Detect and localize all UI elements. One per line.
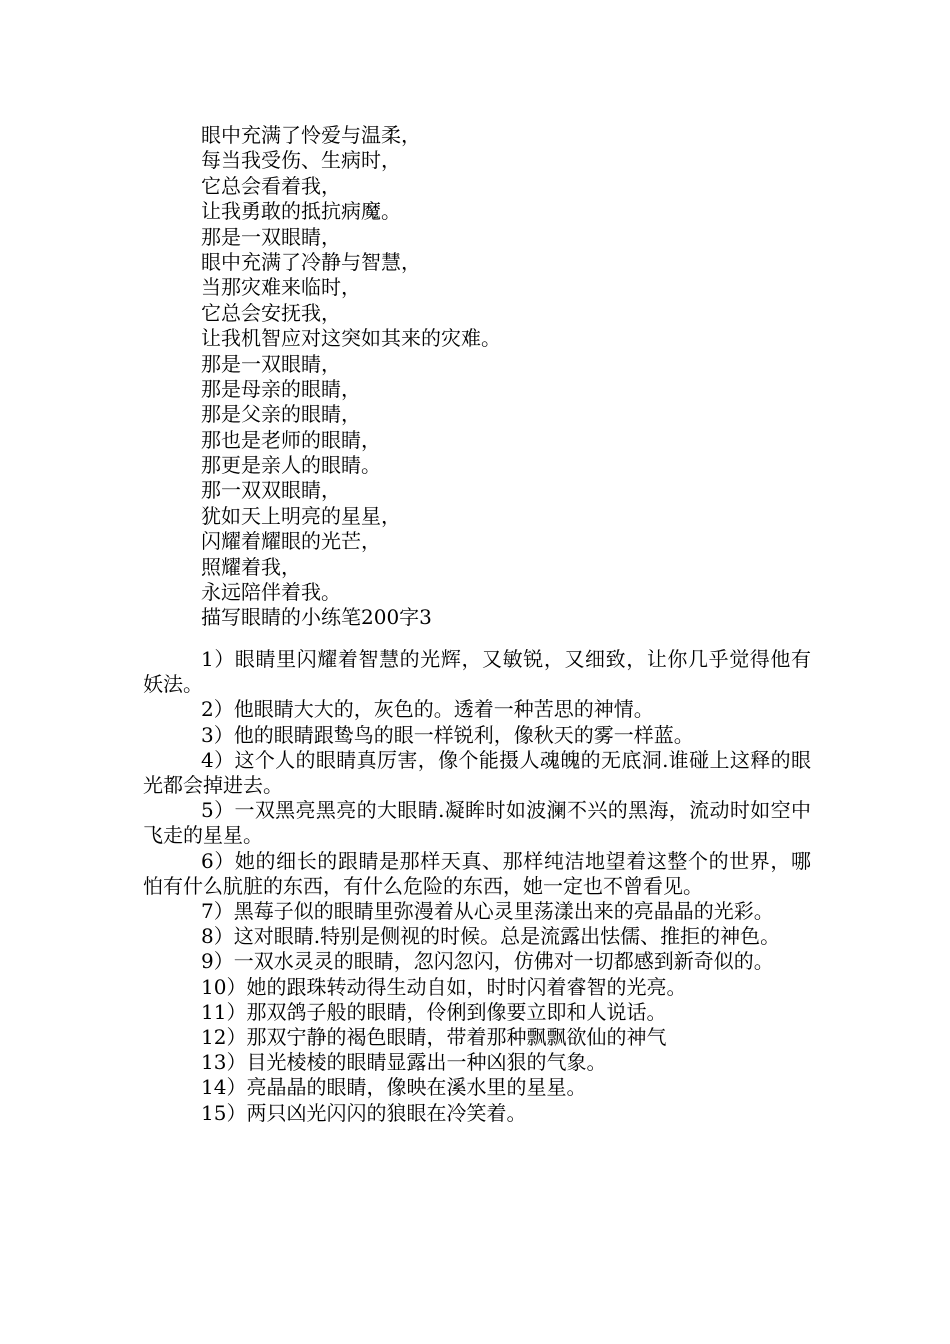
list-item: 3）他的眼睛跟鸷鸟的眼一样锐利，像秋天的雾一样蓝。 [201,722,694,747]
list-item: 4）这个人的眼睛真厉害，像个能摄人魂魄的无底洞.谁碰上这释的眼光都会掉进去。 [143,747,811,798]
poem-line: 那一双双眼睛， [201,478,341,503]
poem-line: 让我勇敢的抵抗病魔。 [201,199,401,224]
poem-line: 犹如天上明亮的星星， [201,503,401,528]
poem-line: 那更是亲人的眼睛。 [201,453,381,478]
list-item: 12）那双宁静的褐色眼睛，带着那种飘飘欲仙的神气 [201,1025,667,1050]
poem-line: 当那灾难来临时， [201,275,361,300]
list-item: 15）两只凶光闪闪的狼眼在冷笑着。 [201,1100,527,1125]
list-item: 6）她的细长的跟睛是那样天真、那样纯洁地望着这整个的世界，哪怕有什么肮脏的东西，有什么危险的东西，她一定也不曾看见。 [143,848,811,898]
poem-line: 它总会看着我， [201,173,341,198]
poem-line: 永远陪伴着我。 [201,580,341,605]
poem-line: 让我机智应对这突如其来的灾难。 [201,326,501,351]
poem [201,123,821,631]
list-item: 7）黑莓子似的眼睛里弥漫着从心灵里荡漾出来的亮晶晶的光彩。 [201,899,774,924]
list-item: 11）那双鸽子般的眼睛，伶俐到像要立即和人说话。 [201,999,667,1024]
list-item: 2）他眼睛大大的，灰色的。透着一种苦思的神情。 [201,697,654,722]
poem-line: 闪耀着耀眼的光芒， [201,529,381,554]
section-heading: 描写眼睛的小练笔200字3 [201,605,432,630]
list-item: 8）这对眼睛.特别是侧视的时候。总是流露出怯儒、推拒的神色。 [201,924,781,949]
list-item: 10）她的跟珠转动得生动自如，时时闪着睿智的光亮。 [201,974,687,999]
poem-line: 眼中充满了怜爱与温柔， [201,123,421,147]
poem-line: 它总会安抚我， [201,300,341,325]
poem-line: 照耀着我， [201,554,301,579]
list-item: 14）亮晶晶的眼睛，像映在溪水里的星星。 [201,1075,587,1100]
poem-line: 那是一双眼睛， [201,351,341,376]
list-item: 9）一双水灵灵的眼睛，忽闪忽闪，仿佛对一切都感到新奇似的。 [201,949,774,974]
poem-line: 那是一双眼睛， [201,224,341,249]
list-item: 13）目光棱棱的眼睛显露出一种凶狠的气象。 [201,1050,607,1075]
list-item: 1）眼睛里闪耀着智慧的光辉，又敏锐，又细致，让你几乎觉得他有妖法。 [143,647,811,697]
poem-line: 那也是老师的眼睛， [201,427,381,452]
poem-line: 眼中充满了冷静与智慧， [201,249,421,274]
poem-line: 每当我受伤、生病时， [201,148,401,173]
numbered-list [143,647,811,1126]
poem-line: 那是父亲的眼睛， [201,402,361,427]
poem-line: 那是母亲的眼睛， [201,376,361,401]
list-item: 5）一双黑亮黑亮的大眼睛.凝眸时如波澜不兴的黑海，流动时如空中飞走的星星。 [143,798,811,848]
